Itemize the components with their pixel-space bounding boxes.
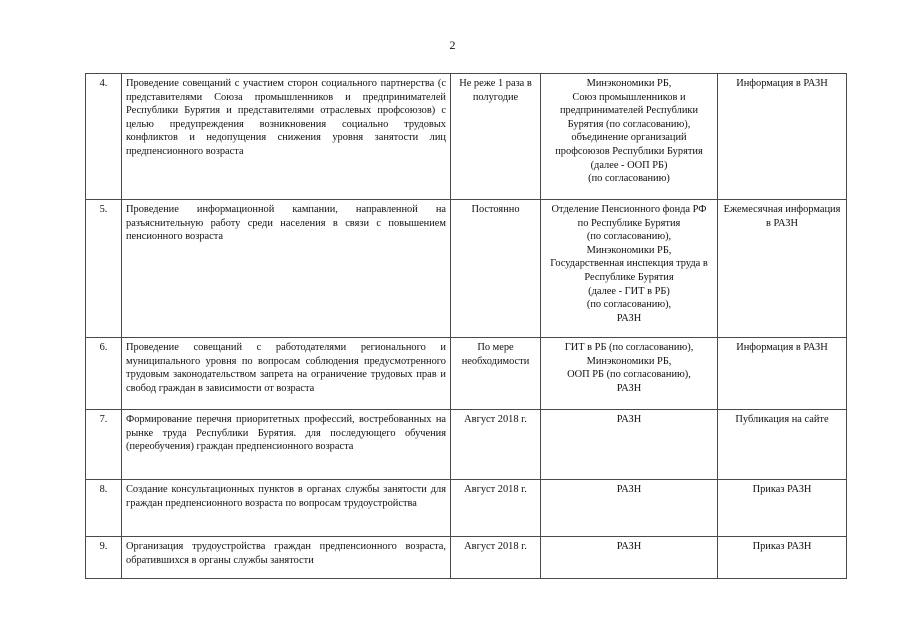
measure-result: Информация в РАЗН [718,338,847,410]
responsible-line: РАЗН [616,382,642,394]
row-number: 6. [86,338,122,410]
responsible-line: РАЗН [616,312,642,324]
measure-responsible [541,410,718,480]
responsible-line: Союз промышленников и предпринимателей Республики Бурятия (по согласованию), [559,91,699,130]
measure-term: Не реже 1 раза в полугодие [451,74,541,200]
responsible-line: Отделение Пенсионного фонда РФ по Республике Бурятия [551,204,707,229]
measure-result: Ежемесячная информация в РАЗН [718,200,847,338]
table-row [86,74,847,200]
measure-result: Публикация на сайте [718,410,847,480]
page-number: 2 [449,38,456,52]
row-number: 8. [86,480,122,537]
responsible-line: РАЗН [616,414,642,425]
responsible-line: ООП РБ (по согласованию), [567,369,691,381]
table-row [86,410,847,480]
measures-table [85,73,847,579]
responsible-line: ГИТ в РБ (по согласованию), [564,342,694,353]
row-number: 5. [86,200,122,338]
measure-name: Проведение совещаний с участием сторон социального партнерства (с представителями Союза промышленников и предпринимателей Республики Бурятия и представителями отраслевых профсоюзов) с целью предупреждения возникновения социально трудовых конфликтов и недопущения снижения уровня занятости лиц предпенсионного возраста [122,74,451,200]
measure-name: Проведение информационной кампании, направленной на разъяснительную работу среди населения в связи с повышением пенсионного возраста [122,200,451,338]
responsible-line: объединение организаций профсоюзов Республики Бурятия (далее - ООП РБ) [555,132,703,171]
measure-result: Приказ РАЗН [718,537,847,579]
measure-responsible [541,338,718,410]
measure-name: Проведение совещаний с работодателями регионального и муниципального уровня по вопросам соблюдения предусмотренного трудовым законодательством запрета на ограничение трудовых прав и свобод граждан в зависимости от возраста [122,338,451,410]
measure-name: Создание консультационных пунктов в органах службы занятости для граждан предпенсионного возраста по вопросам трудоустройства [122,480,451,537]
row-number: 7. [86,410,122,480]
measure-term: Август 2018 г. [451,480,541,537]
responsible-line: (по согласованию), [586,231,672,243]
measure-term: Постоянно [451,200,541,338]
responsible-line: Минэкономики РБ, [586,355,672,367]
measure-result: Приказ РАЗН [718,480,847,537]
measure-name: Организация трудоустройства граждан предпенсионного возраста, обратившихся в органы службы занятости [122,537,451,579]
table-row [86,200,847,338]
row-number: 4. [86,74,122,200]
table-row [86,338,847,410]
measure-responsible [541,537,718,579]
responsible-line: (по согласованию) [588,173,670,185]
measure-result: Информация в РАЗН [718,74,847,200]
measure-term: Август 2018 г. [451,537,541,579]
responsible-line: (по согласованию), [586,299,672,311]
responsible-line: Минэкономики РБ, [586,244,672,256]
measure-term: По мере необходимости [451,338,541,410]
responsible-line: РАЗН [616,541,642,552]
table-row [86,537,847,579]
table-row [86,480,847,537]
responsible-line: Государственная инспекция труда в Республике Бурятия [550,258,708,283]
measure-responsible [541,74,718,200]
measure-responsible [541,480,718,537]
responsible-line: РАЗН [616,484,642,495]
row-number: 9. [86,537,122,579]
measure-term: Август 2018 г. [451,410,541,480]
responsible-line: (далее - ГИТ в РБ) [588,285,670,297]
measure-name: Формирование перечня приоритетных профессий, востребованных на рынке труда Республики Бурятия. для последующего обучения (переобучения) граждан предпенсионного возраста [122,410,451,480]
responsible-line: Минэкономики РБ, [586,78,672,89]
measure-responsible [541,200,718,338]
